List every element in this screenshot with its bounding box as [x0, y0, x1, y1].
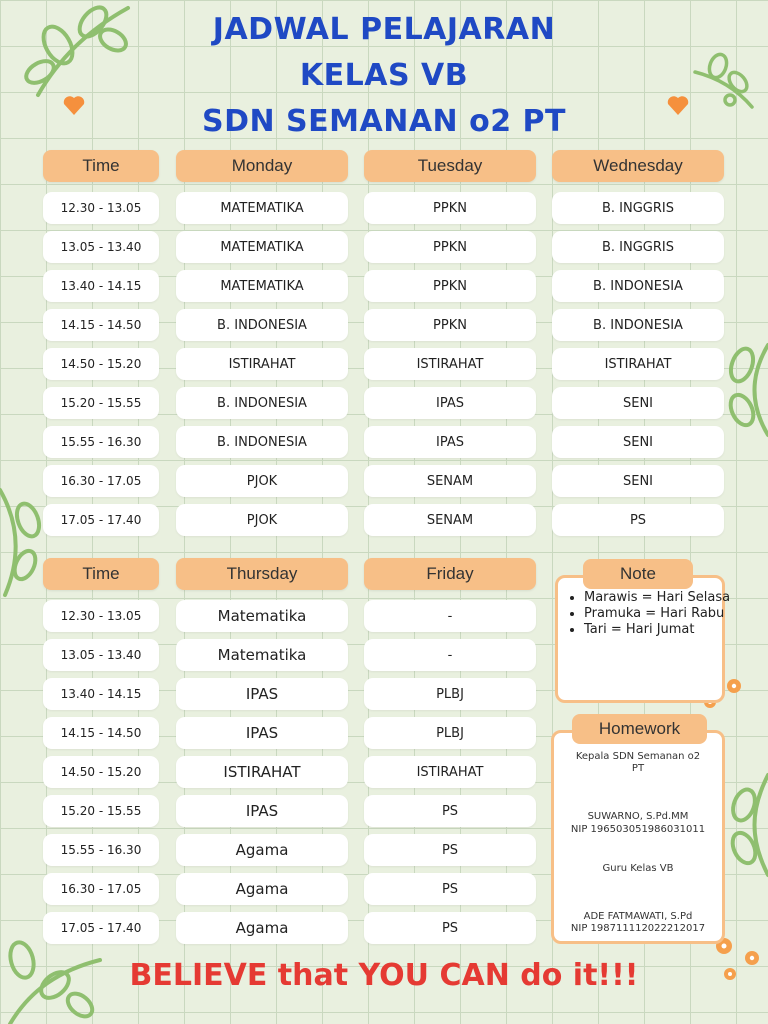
table2-cell-thursday: Agama	[176, 873, 348, 905]
table2-cell-thursday: IPAS	[176, 678, 348, 710]
table2-cell-thursday: IPAS	[176, 795, 348, 827]
table2-cell-time: 14.15 - 14.50	[43, 717, 159, 749]
table1-cell-tuesday: ISTIRAHAT	[364, 348, 536, 380]
table1-cell-monday: MATEMATIKA	[176, 192, 348, 224]
table1-cell-monday: B. INDONESIA	[176, 387, 348, 419]
table1-cell-monday: B. INDONESIA	[176, 309, 348, 341]
table1-cell-wednesday: PS	[552, 504, 724, 536]
table1-cell-time: 14.15 - 14.50	[43, 309, 159, 341]
page-title-line-2: KELAS VB	[299, 58, 469, 93]
table2-cell-friday: PS	[364, 912, 536, 944]
table2-cell-time: 17.05 - 17.40	[43, 912, 159, 944]
table1-cell-wednesday: ISTIRAHAT	[552, 348, 724, 380]
page-title-line-1: JADWAL PELAJARAN	[212, 12, 556, 47]
note-list	[562, 590, 734, 638]
table1-cell-monday: ISTIRAHAT	[176, 348, 348, 380]
leaf-branch-icon	[720, 335, 768, 445]
table2-cell-thursday: Agama	[176, 834, 348, 866]
table1-cell-monday: B. INDONESIA	[176, 426, 348, 458]
table1-cell-time: 12.30 - 13.05	[43, 192, 159, 224]
table2-header-time: Time	[43, 558, 159, 590]
table2-cell-thursday: Matematika	[176, 639, 348, 671]
table1-cell-tuesday: IPAS	[364, 387, 536, 419]
table2-cell-thursday: ISTIRAHAT	[176, 756, 348, 788]
table1-cell-wednesday: SENI	[552, 465, 724, 497]
table2-cell-friday: -	[364, 639, 536, 671]
table1-cell-time: 13.40 - 14.15	[43, 270, 159, 302]
table1-cell-wednesday: B. INGGRIS	[552, 231, 724, 263]
table1-cell-wednesday: SENI	[552, 426, 724, 458]
table2-cell-time: 13.05 - 13.40	[43, 639, 159, 671]
homework-line: Kepala SDN Semanan o2	[575, 751, 701, 762]
table2-cell-friday: -	[364, 600, 536, 632]
homework-box	[551, 730, 725, 944]
table2-header-thursday: Thursday	[176, 558, 348, 590]
table1-cell-time: 15.20 - 15.55	[43, 387, 159, 419]
table2-cell-thursday: Matematika	[176, 600, 348, 632]
table2-cell-thursday: Agama	[176, 912, 348, 944]
table2-cell-time: 12.30 - 13.05	[43, 600, 159, 632]
table2-cell-friday: PS	[364, 834, 536, 866]
note-item: • Tari = Hari Jumat	[584, 622, 734, 638]
homework-line: Guru Kelas VB	[602, 863, 674, 874]
table1-cell-tuesday: IPAS	[364, 426, 536, 458]
table2-cell-friday: PLBJ	[364, 717, 536, 749]
table1-cell-tuesday: SENAM	[364, 465, 536, 497]
page-title-line-3: SDN SEMANAN o2 PT	[202, 104, 566, 139]
table2-cell-friday: PLBJ	[364, 678, 536, 710]
table1-header-tuesday: Tuesday	[364, 150, 536, 182]
table2-cell-time: 15.20 - 15.55	[43, 795, 159, 827]
homework-line: ADE FATMAWATI, S.Pd	[583, 911, 693, 922]
table1-cell-wednesday: B. INGGRIS	[552, 192, 724, 224]
homework-line: SUWARNO, S.Pd.MM	[587, 811, 689, 822]
table2-cell-friday: PS	[364, 873, 536, 905]
table2-cell-time: 13.40 - 14.15	[43, 678, 159, 710]
table1-cell-tuesday: PPKN	[364, 309, 536, 341]
table2-cell-thursday: IPAS	[176, 717, 348, 749]
table1-cell-time: 17.05 - 17.40	[43, 504, 159, 536]
table2-cell-time: 14.50 - 15.20	[43, 756, 159, 788]
table1-cell-wednesday: B. INDONESIA	[552, 270, 724, 302]
table1-header-monday: Monday	[176, 150, 348, 182]
table2-cell-friday: PS	[364, 795, 536, 827]
table1-cell-time: 14.50 - 15.20	[43, 348, 159, 380]
table1-header-wednesday: Wednesday	[552, 150, 724, 182]
table1-cell-monday: MATEMATIKA	[176, 270, 348, 302]
table2-header-friday: Friday	[364, 558, 536, 590]
table1-cell-tuesday: PPKN	[364, 231, 536, 263]
table1-header-time: Time	[43, 150, 159, 182]
table2-cell-time: 16.30 - 17.05	[43, 873, 159, 905]
table1-cell-time: 15.55 - 16.30	[43, 426, 159, 458]
table1-cell-time: 16.30 - 17.05	[43, 465, 159, 497]
table1-cell-monday: MATEMATIKA	[176, 231, 348, 263]
note-item: • Pramuka = Hari Rabu	[584, 606, 734, 622]
table2-cell-friday: ISTIRAHAT	[364, 756, 536, 788]
table1-cell-monday: PJOK	[176, 465, 348, 497]
table2-cell-time: 15.55 - 16.30	[43, 834, 159, 866]
note-box	[555, 575, 731, 703]
table1-cell-wednesday: SENI	[552, 387, 724, 419]
leaf-branch-icon	[722, 770, 768, 880]
note-header: Note	[583, 559, 693, 589]
homework-line: NIP 198711112022212017	[570, 923, 706, 934]
table1-cell-monday: PJOK	[176, 504, 348, 536]
homework-header: Homework	[572, 714, 707, 744]
homework-line: NIP 196503051986031011	[570, 824, 706, 835]
table1-cell-wednesday: B. INDONESIA	[552, 309, 724, 341]
table1-cell-tuesday: PPKN	[364, 192, 536, 224]
table1-cell-time: 13.05 - 13.40	[43, 231, 159, 263]
table1-cell-tuesday: SENAM	[364, 504, 536, 536]
motto-text: BELIEVE that YOU CAN do it!!!	[129, 958, 639, 993]
note-item: • Marawis = Hari Selasa	[584, 590, 734, 606]
table1-cell-tuesday: PPKN	[364, 270, 536, 302]
homework-line: PT	[631, 763, 645, 774]
